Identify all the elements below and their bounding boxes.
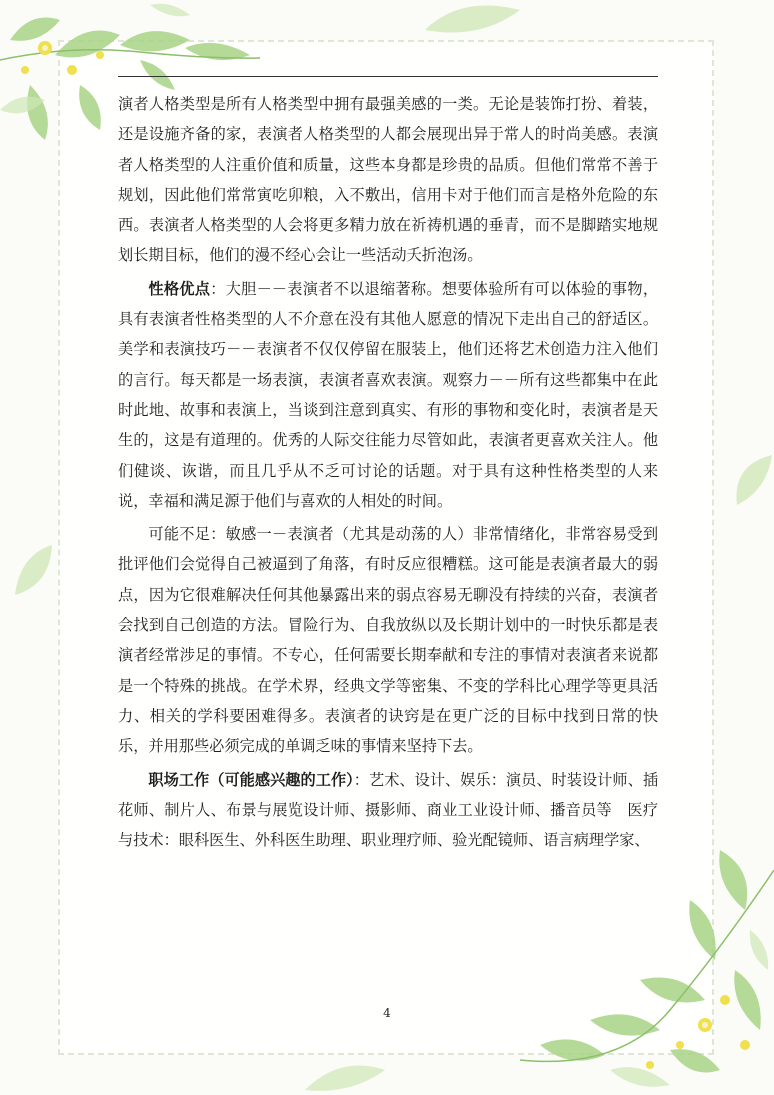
leaf-bottom-left — [300, 1055, 390, 1095]
document-body — [118, 89, 658, 855]
paragraph-weaknesses: 可能不足：敏感一－表演者（尤其是动荡的人）非常情绪化，非常容易受到批评他们会觉得自己被逼到了角落，有时反应很糟糕。这可能是表演者最大的弱点，因为它很难解决任何其他暴露出来的弱点容易无聊没有持续的兴奋，表演者会找到自己创造的方法。冒险行为、自我放纵以及长期计划中的一时快乐都是表演者经常涉足的事情。不专心，任何需要长期奉献和专注的事情对表演者来说都是一个特殊的挑战。在学术界，经典文学等密集、不变的学科比心理学等更具活力、相关的学科要困难得多。表演者的诀窍是在更广泛的目标中找到日常的快乐，并用那些必须完成的单调乏味的事情来坚持下去。 — [118, 525, 658, 756]
page-number: 4 — [383, 1006, 391, 1020]
leaf-left-middle — [10, 540, 56, 600]
paragraph-careers — [118, 765, 658, 856]
header-rule — [118, 76, 658, 77]
leaf-top-right — [420, 0, 530, 40]
strengths-text: ：大胆－－表演者不以退缩著称。想要体验所有可以体验的事物，具有表演者性格类型的人不介意在没有其他人愿意的情况下走出自己的舒适区。美学和表演技巧－－表演者不仅仅停留在服装上，他们还将艺术创造力注入他们的言行。每天都是一场表演，表演者喜欢表演。观察力－－所有这些都集中在此时此地、故事和表演上，当谈到注意到真实、有形的事物和变化时，表演者是天生的，这是有道理的。优秀的人际交往能力尽管如此，表演者更喜欢关注人。他们健谈、诙谐，而且几乎从不乏可讨论的话题。对于具有这种性格类型的人来说，幸福和满足源于他们与喜欢的人相处的时间。 — [118, 279, 659, 510]
strengths-label: 性格优点 — [148, 279, 211, 298]
paragraph-strengths — [118, 274, 658, 516]
paragraph-intro: 演者人格类型是所有人格类型中拥有最强美感的一类。无论是装饰打扮、着装，还是设施齐备的家，表演者人格类型的人都会展现出异于常人的时尚美感。表演者人格类型的人注重价值和质量，这些本身都是珍贵的品质。但他们常常不善于规划，因此他们常常寅吃卯粮，入不敷出，信用卡对于他们而言是格外危险的东西。表演者人格类型的人会将更多精力放在祈祷机遇的垂青，而不是脚踏实地规划长期目标，他们的漫不经心会让一些活动夭折泡汤。 — [118, 95, 658, 265]
leaf-right-middle — [722, 450, 774, 510]
careers-text: ：艺术、设计、娱乐：演员、时装设计师、插花师、制片人、布景与展览设计师、摄影师、商业工业设计师、播音员等 医疗与技术：眼科医生、外科医生助理、职业理疗师、验光配镜师、语言病理学家、 — [118, 770, 659, 850]
careers-label: 职场工作（可能感兴趣的工作） — [148, 770, 354, 789]
